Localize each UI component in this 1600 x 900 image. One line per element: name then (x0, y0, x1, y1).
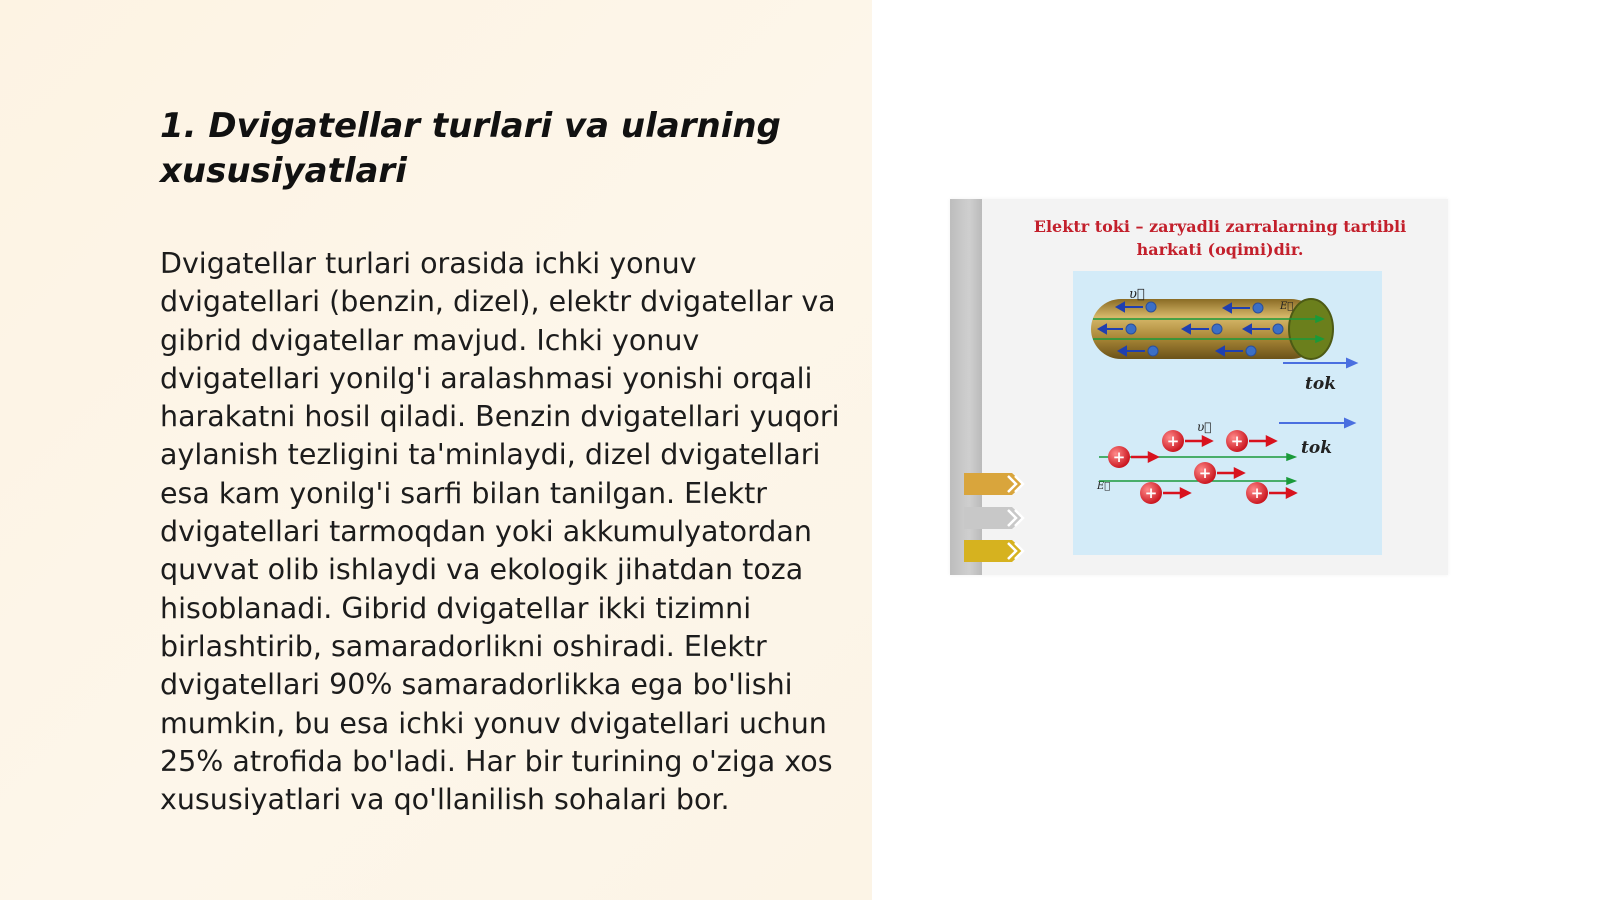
bookmark-gold (958, 469, 1032, 499)
electron (1273, 324, 1283, 334)
svg-text:+: + (1166, 432, 1180, 450)
svg-text:+: + (1144, 484, 1158, 502)
bookmark-silver (958, 503, 1032, 533)
electron (1126, 324, 1136, 334)
field-label-bottom: E⃗ (1097, 481, 1111, 492)
current-label-top: tok (1305, 374, 1336, 394)
current-arrow-bottom (1279, 419, 1354, 427)
electric-current-illustration (950, 199, 1448, 575)
bookmark-yellow (958, 536, 1032, 566)
electron (1253, 303, 1263, 313)
slide-body-text: Dvigatellar turlari orasida ichki yonuv dvigatellari (benzin, dizel), elektr dvigatellar va gibrid dvigatellar mavjud. Ichki yonuv dvigatellari yonilg'i aralashmasi yonishi orqali harakatni hosil qiladi. Benzin dvigatellari yuqori aylanish tezligini ta'minlaydi, dizel dvigatellari esa kam yonilg'i sarfi bilan tanilgan. Elektr dvigatellari tarmoqdan yoki akkumulyatordan quvvat olib ishlaydi va ekologik jihatdan toza hisoblanadi. Gibrid dvigatellar ikki tizimni birlashtirib, samaradorlikni oshiradi. Elektr dvigatellari 90% samaradorlikka ega bo'lishi mumkin, bu esa ichki yonuv dvigatellari uchun 25% atrofida bo'ladi. Har bir turining o'ziga xos xususiyatlari va qo'llanilish sohalari bor. (160, 247, 840, 817)
field-label-top: E⃗ (1280, 301, 1294, 312)
svg-text:+: + (1250, 484, 1264, 502)
velocity-label-bottom: υ⃗ (1197, 420, 1212, 434)
svg-text:+: + (1198, 464, 1212, 482)
electron (1212, 324, 1222, 334)
svg-text:+: + (1112, 448, 1126, 466)
electron (1148, 346, 1158, 356)
current-arrow-top (1283, 359, 1356, 367)
electron (1146, 302, 1156, 312)
slide-title: 1. Dvigatellar turlari va ularning xususiyatlari (160, 106, 781, 191)
current-diagram (1073, 271, 1382, 555)
illustration-caption: Elektr toki – zaryadli zarralarning tartibli harkati (oqimi)dir. (1033, 217, 1407, 259)
electron (1246, 346, 1256, 356)
svg-text:+: + (1230, 432, 1244, 450)
velocity-label-top: υ⃗ (1129, 287, 1145, 302)
current-label-bottom: tok (1301, 438, 1332, 458)
